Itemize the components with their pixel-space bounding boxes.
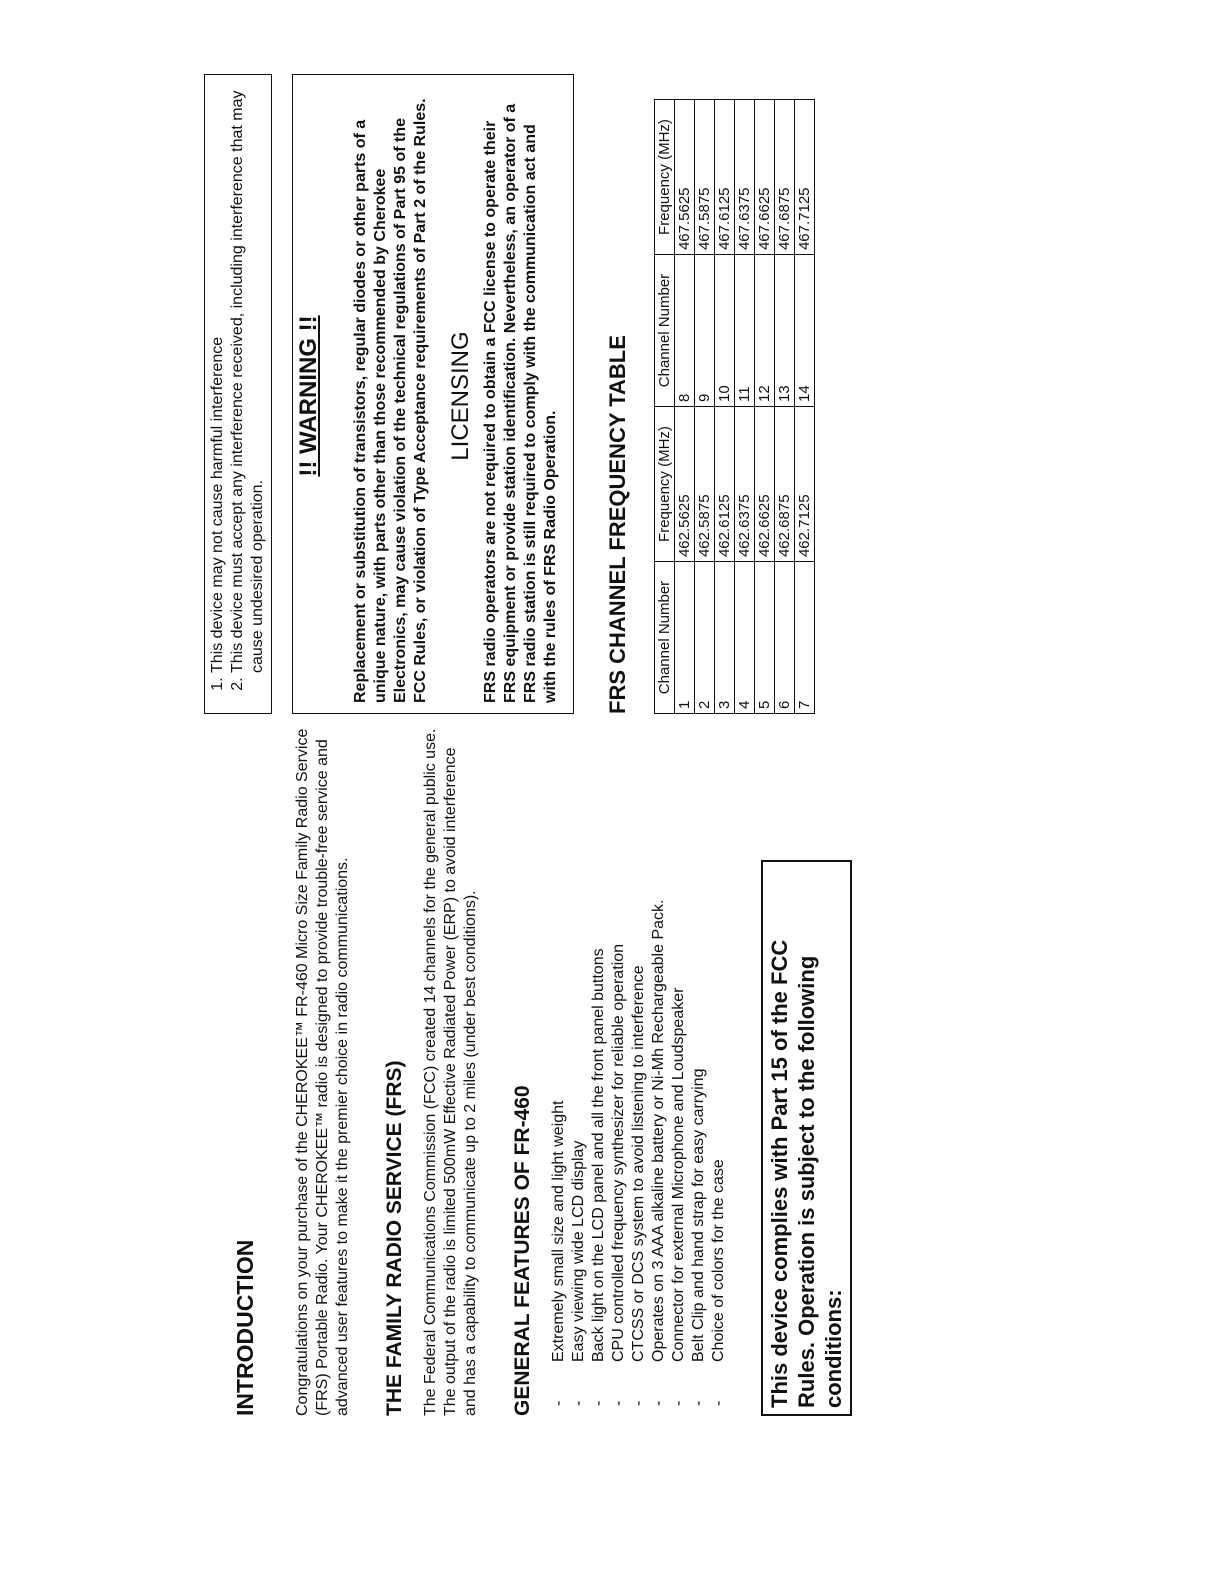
table-cell: 4 (735, 562, 755, 714)
condition-item: 2. This device must accept any interference received, including interference that may cause undesired operation. (228, 83, 268, 673)
table-cell: 11 (735, 255, 755, 407)
table-cell: 467.5875 (695, 100, 715, 255)
intro-heading: INTRODUCTION (232, 1239, 258, 1416)
table-cell: 467.5625 (675, 100, 695, 255)
list-item: - CTCSS or DCS system to avoid listening to interference (629, 726, 649, 1416)
list-item: - Extremely small size and light weight (549, 726, 569, 1416)
table-cell: 6 (775, 562, 795, 714)
warning-box (292, 74, 574, 714)
list-item: - Connector for external Microphone and Loudspeaker (669, 726, 689, 1416)
table-cell: 462.5875 (695, 407, 715, 562)
table-row (715, 100, 735, 714)
table-cell: 8 (675, 255, 695, 407)
list-item: - Back light on the LCD panel and all the front panel buttons (589, 726, 609, 1416)
table-cell: 12 (755, 255, 775, 407)
column-header: Channel Number (655, 562, 675, 714)
table-header-row (655, 100, 675, 714)
table-row (675, 100, 695, 714)
table-heading: FRS CHANNEL FREQUENCY TABLE (605, 335, 630, 714)
condition-item: 1. This device may not cause harmful interference (208, 83, 228, 673)
list-item: - CPU controlled frequency synthesizer for reliable operation (609, 726, 629, 1416)
left-column (232, 726, 852, 1416)
table-cell: 462.7125 (795, 407, 815, 562)
table-cell: 9 (695, 255, 715, 407)
warning-text: Replacement or substitution of transistors, regular diodes or other parts of a unique nature, with parts other than those recommended by Cherokee Electronics, may cause violation of the technical regulations of Part 95 of the FCC Rules, or violation of Type Acceptance requirements of Part 2 of the Rules. (352, 98, 429, 703)
table-cell: 462.6125 (715, 407, 735, 562)
frequency-table (654, 99, 815, 714)
table-cell: 462.6375 (735, 407, 755, 562)
table-row (775, 100, 795, 714)
conditions-box (204, 74, 272, 714)
table-cell: 7 (795, 562, 815, 714)
features-heading: GENERAL FEATURES OF FR-460 (511, 1085, 534, 1416)
table-row (795, 100, 815, 714)
table-cell: 467.6375 (735, 100, 755, 255)
warning-heading: !! WARNING !! (295, 315, 322, 477)
table-cell: 1 (675, 562, 695, 714)
column-header: Frequency (MHz) (655, 100, 675, 255)
frs-heading: THE FAMILY RADIO SERVICE (FRS) (383, 1060, 406, 1416)
table-cell: 13 (775, 255, 795, 407)
features-list (549, 726, 729, 1416)
table-row (755, 100, 775, 714)
table-cell: 467.6125 (715, 100, 735, 255)
table-cell: 462.6625 (755, 407, 775, 562)
intro-text: Congratulations on your purchase of the CHEROKEE™ FR-460 Micro Size Family Radio Service (FRS) Portable Radio. Your CHEROKEE™ radio is designed to provide trouble-free service and advanced user features to make it the premier choice in radio communications. (294, 728, 351, 1416)
licensing-text: FRS radio operators are not required to obtain a FCC license to operate their FRS equipment or provide station identification. Nevertheless, an operator of a FRS radio station is still required to comply with the communication act and with the rules of FRS Radio Operation. (482, 103, 559, 703)
table-cell: 462.6875 (775, 407, 795, 562)
table-cell: 2 (695, 562, 715, 714)
table-cell: 10 (715, 255, 735, 407)
column-header: Channel Number (655, 255, 675, 407)
table-cell: 467.6875 (775, 100, 795, 255)
list-item: - Operates on 3 AAA alkaline battery or Ni-Mh Rechargeable Pack. (649, 726, 669, 1416)
table-cell: 467.6625 (755, 100, 775, 255)
licensing-heading: LICENSING (447, 331, 474, 461)
list-item: - Easy viewing wide LCD display (569, 726, 589, 1416)
right-column (204, 74, 815, 714)
compliance-box: This device complies with Part 15 of the FCC Rules. Operation is subject to the following conditions: (761, 860, 852, 1416)
table-cell: 3 (715, 562, 735, 714)
table-cell: 467.7125 (795, 100, 815, 255)
table-cell: 5 (755, 562, 775, 714)
table-row (735, 100, 755, 714)
frs-text: The Federal Communications Commission (FCC) created 14 channels for the general public use. The output of the radio is limited 500mW Effective Radiated Power (ERP) to avoid interference and has a capability to communicate up to 2 miles (under best conditions). (422, 728, 479, 1416)
table-row (695, 100, 715, 714)
column-header: Frequency (MHz) (655, 407, 675, 562)
list-item: - Choice of colors for the case (709, 726, 729, 1416)
list-item: - Belt Clip and hand strap for easy carrying (689, 726, 709, 1416)
table-cell: 14 (795, 255, 815, 407)
table-cell: 462.5625 (675, 407, 695, 562)
